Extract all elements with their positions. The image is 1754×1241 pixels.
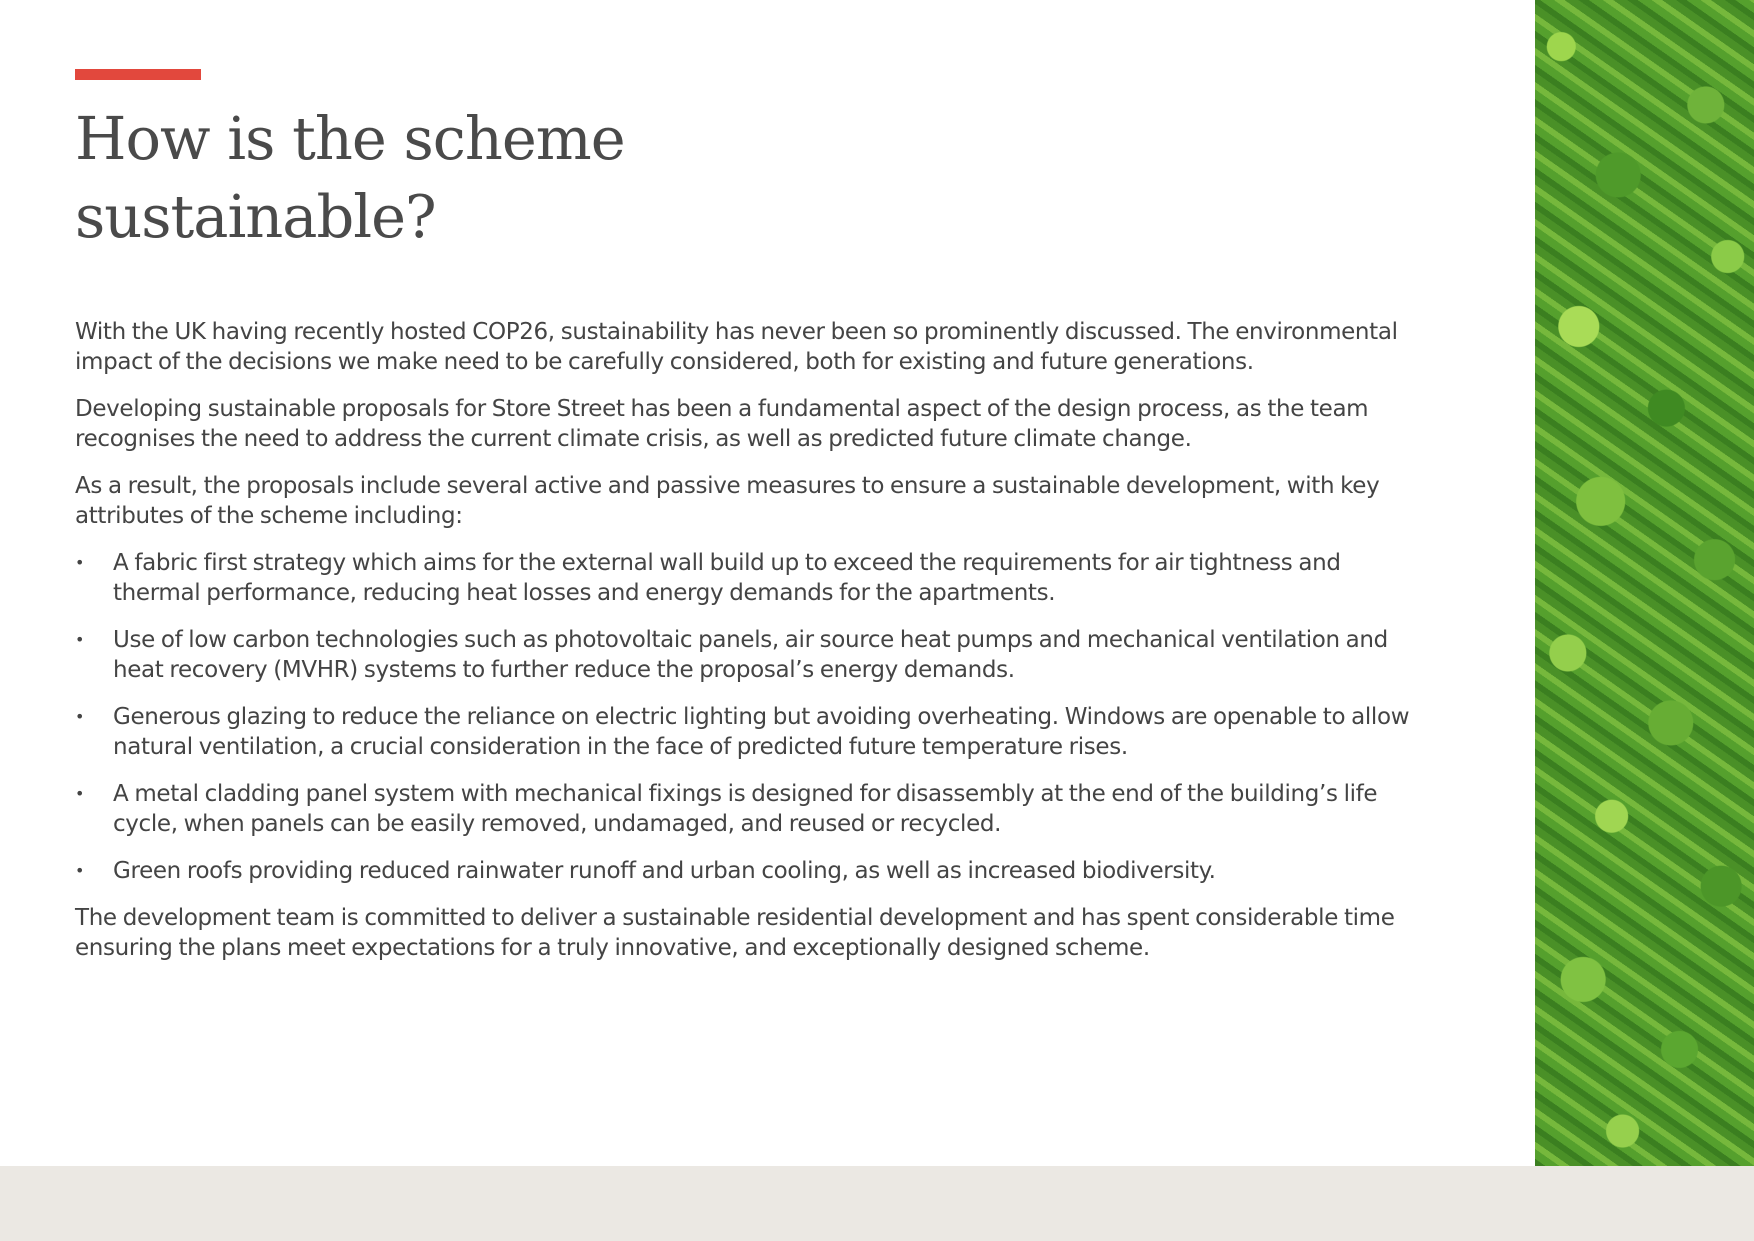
body-content [75, 317, 1415, 980]
list-item-text: A metal cladding panel system with mechanical fixings is designed for disassembly at the end of the building’s life cycle, when panels can be easily removed, undamaged, and reused or recycled. [113, 781, 1378, 837]
intro-paragraph-3: As a result, the proposals include several active and passive measures to ensure a sustainable development, with key attributes of the scheme including: [75, 473, 1380, 529]
list-item [75, 779, 1415, 839]
list-item [75, 548, 1415, 608]
list-item-text: Generous glazing to reduce the reliance on electric lighting but avoiding overheating. Windows are openable to allow natural ventilation, a crucial consideration in the face of predicted future temperature rises. [113, 704, 1410, 760]
closing-paragraph: The development team is committed to deliver a sustainable residential development and has spent considerable time ensuring the plans meet expectations for a truly innovative, and exceptionally designed scheme. [75, 905, 1395, 961]
list-item [75, 625, 1415, 685]
list-item-text: A fabric first strategy which aims for the external wall build up to exceed the requirements for air tightness and thermal performance, reducing heat losses and energy demands for the apartments. [113, 550, 1341, 606]
list-item-text: Green roofs providing reduced rainwater runoff and urban cooling, as well as increased biodiversity. [113, 858, 1216, 884]
intro-paragraph-1: With the UK having recently hosted COP26, sustainability has never been so prominently discussed. The environmental impact of the decisions we make need to be carefully considered, both for existing and future generations. [75, 319, 1398, 375]
page-title-line-1: How is the scheme [75, 104, 625, 173]
bullet-icon: • [75, 707, 85, 726]
page-title-line-2: sustainable? [75, 182, 436, 251]
intro-paragraph-2: Developing sustainable proposals for Store Street has been a fundamental aspect of the design process, as the team recognises the need to address the current climate crisis, as well as predicted future climate change. [75, 396, 1369, 452]
bullet-icon: • [75, 553, 85, 572]
list-item [75, 856, 1415, 886]
green-leaves-image [1535, 0, 1754, 1166]
bullet-icon: • [75, 630, 85, 649]
bullet-icon: • [75, 784, 85, 803]
page-title [75, 100, 775, 256]
accent-bar [75, 69, 201, 80]
list-item [75, 702, 1415, 762]
list-item-text: Use of low carbon technologies such as photovoltaic panels, air source heat pumps and mechanical ventilation and heat recovery (MVHR) systems to further reduce the proposal’s energy demands. [113, 627, 1388, 683]
bullet-icon: • [75, 861, 85, 880]
key-attributes-list [75, 548, 1415, 886]
footer-band [0, 1166, 1754, 1241]
